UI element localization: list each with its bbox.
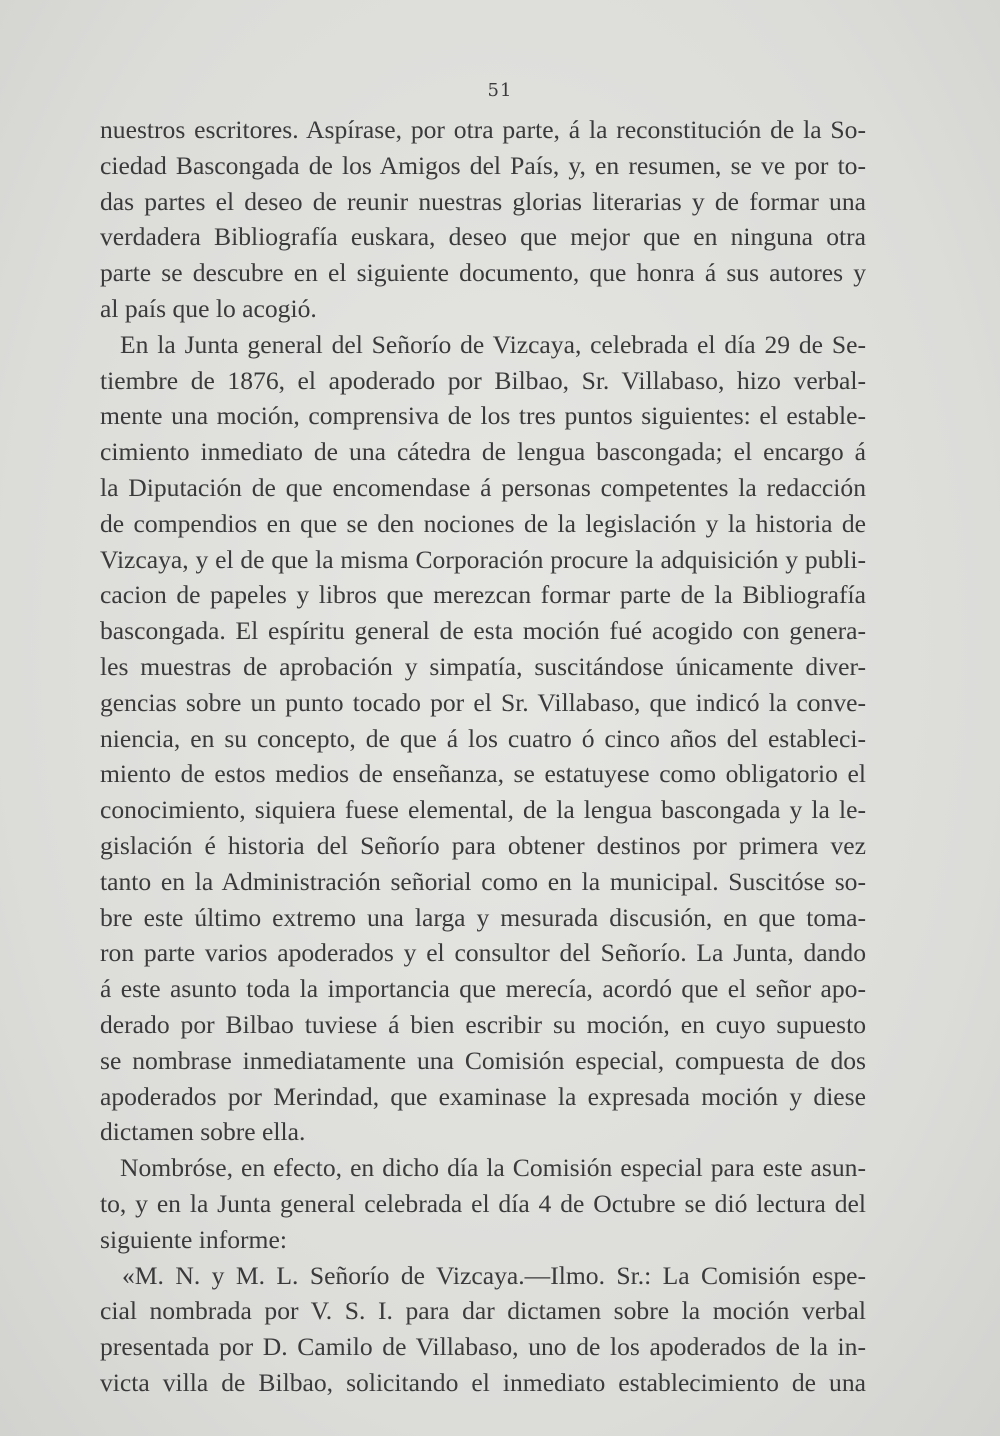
text-line: apoderados por Merindad, que examinase la expresada moción y diese [100, 1081, 866, 1111]
text-line: á este asunto toda la importancia que merecía, acordó que el señor apo- [100, 974, 866, 1004]
text-line: ciedad Bascongada de los Amigos del País, y, en resumen, se ve por to- [100, 150, 866, 180]
text-line: das partes el deseo de reunir nuestras glorias literarias y de formar una [100, 186, 866, 216]
text-line: «M. N. y M. L. Señorío de Vizcaya.—Ilmo. Sr.: La Comisión espe- [122, 1260, 866, 1290]
text-line: les muestras de aprobación y simpatía, suscitándose únicamente diver- [100, 651, 866, 681]
text-line: presentada por D. Camilo de Villabaso, uno de los apoderados de la in- [100, 1332, 866, 1362]
text-line: al país que lo acogió. [100, 293, 317, 323]
text-line: En la Junta general del Señorío de Vizcaya, celebrada el día 29 de Se- [120, 329, 866, 359]
text-line: miento de estos medios de enseñanza, se estatuyese como obligatorio el [100, 759, 866, 789]
text-line: la Diputación de que encomendase á personas competentes la redacción [100, 472, 866, 502]
text-line: se nombrase inmediatamente una Comisión especial, compuesta de dos [100, 1045, 866, 1075]
text-line: mente una moción, comprensiva de los tres puntos siguientes: el estable- [100, 401, 866, 431]
text-line: cacion de papeles y libros que merezcan formar parte de la Bibliografía [100, 580, 866, 610]
text-line: parte se descubre en el siguiente documento, que honra á sus autores y [100, 258, 866, 288]
text-line: tiembre de 1876, el apoderado por Bilbao, Sr. Villabaso, hizo verbal- [100, 365, 866, 395]
body-text [100, 112, 866, 1401]
text-line: gencias sobre un punto tocado por el Sr. Villabaso, que indicó la conve- [100, 687, 866, 717]
text-line: cial nombrada por V. S. I. para dar dictamen sobre la moción verbal [100, 1296, 866, 1326]
page-number: 51 [487, 80, 513, 101]
text-line: to, y en la Junta general celebrada el día 4 de Octubre se dió lectura del [100, 1188, 866, 1218]
text-line: Nombróse, en efecto, en dicho día la Comisión especial para este asun- [120, 1153, 866, 1183]
text-line: conocimiento, siquiera fuese elemental, de la lengua bascongada y la le- [100, 795, 866, 825]
text-line: tanto en la Administración señorial como en la municipal. Suscitóse so- [100, 866, 866, 896]
text-line: verdadera Bibliografía euskara, deseo que mejor que en ninguna otra [100, 222, 866, 252]
text-line: dictamen sobre ella. [100, 1117, 306, 1147]
text-line: siguiente informe: [100, 1224, 287, 1254]
text-line: niencia, en su concepto, de que á los cuatro ó cinco años del estableci- [100, 723, 866, 753]
text-line: gislación é historia del Señorío para obtener destinos por primera vez [100, 830, 866, 860]
text-line: derado por Bilbao tuviese á bien escribir su moción, en cuyo supuesto [100, 1009, 866, 1039]
text-line: Vizcaya, y el de que la misma Corporación procure la adquisición y publi- [100, 544, 866, 574]
text-line: ron parte varios apoderados y el consultor del Señorío. La Junta, dando [100, 938, 866, 968]
text-line: bre este último extremo una larga y mesurada discusión, en que toma- [100, 902, 866, 932]
text-line: bascongada. El espíritu general de esta moción fué acogido con genera- [100, 616, 866, 646]
text-line: victa villa de Bilbao, solicitando el inmediato establecimiento de una [100, 1367, 866, 1397]
text-line: nuestros escritores. Aspírase, por otra parte, á la reconstitución de la So- [100, 115, 866, 144]
text-line: de compendios en que se den nociones de la legislación y la historia de [100, 508, 866, 538]
text-line: cimiento inmediato de una cátedra de lengua bascongada; el encargo á [100, 437, 866, 467]
